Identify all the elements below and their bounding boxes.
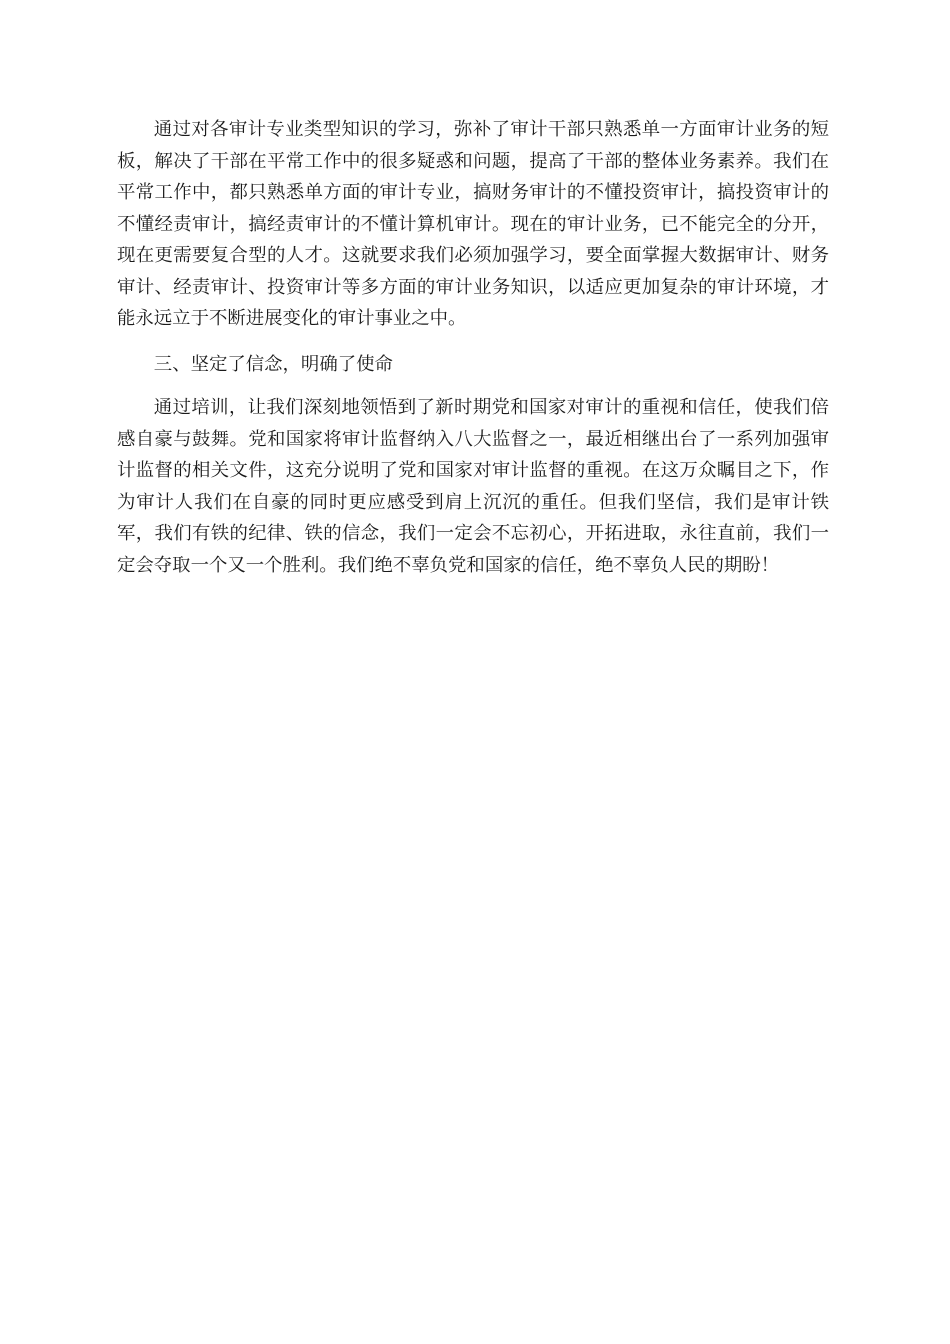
paragraph-gap [117,335,829,337]
document-body [117,114,829,581]
section-heading: 三、坚定了信念，明确了使命 [153,353,393,375]
paragraph-audit-knowledge: 通过对各审计专业类型知识的学习，弥补了审计干部只熟悉单一方面审计业务的短板，解决了干部在平常工作中的很多疑惑和问题，提高了干部的整体业务素养。我们在平常工作中，都只熟悉单方面的审计专业，搞财务审计的不懂投资审计，搞投资审计的不懂经责审计，搞经责审计的不懂计算机审计。现在的审计业务，已不能完全的分开，现在更需要复合型的人才。这就要求我们必须加强学习，要全面掌握大数据审计、财务审计、经责审计、投资审计等多方面的审计业务知识，以适应更加复杂的审计环境，才能永远立于不断进展变化的审计事业之中。 [117,119,829,329]
paragraph-belief-mission: 通过培训，让我们深刻地领悟到了新时期党和国家对审计的重视和信任，使我们倍感自豪与鼓舞。党和国家将审计监督纳入八大监督之一，最近相继出台了一系列加强审计监督的相关文件，这充分说明了党和国家对审计监督的重视。在这万众瞩目之下，作为审计人我们在自豪的同时更应感受到肩上沉沉的重任。但我们坚信，我们是审计铁军，我们有铁的纪律、铁的信念，我们一定会不忘初心，开拓进取，永往直前，我们一定会夺取一个又一个胜利。我们绝不辜负党和国家的信任，绝不辜负人民的期盼！ [117,397,829,576]
